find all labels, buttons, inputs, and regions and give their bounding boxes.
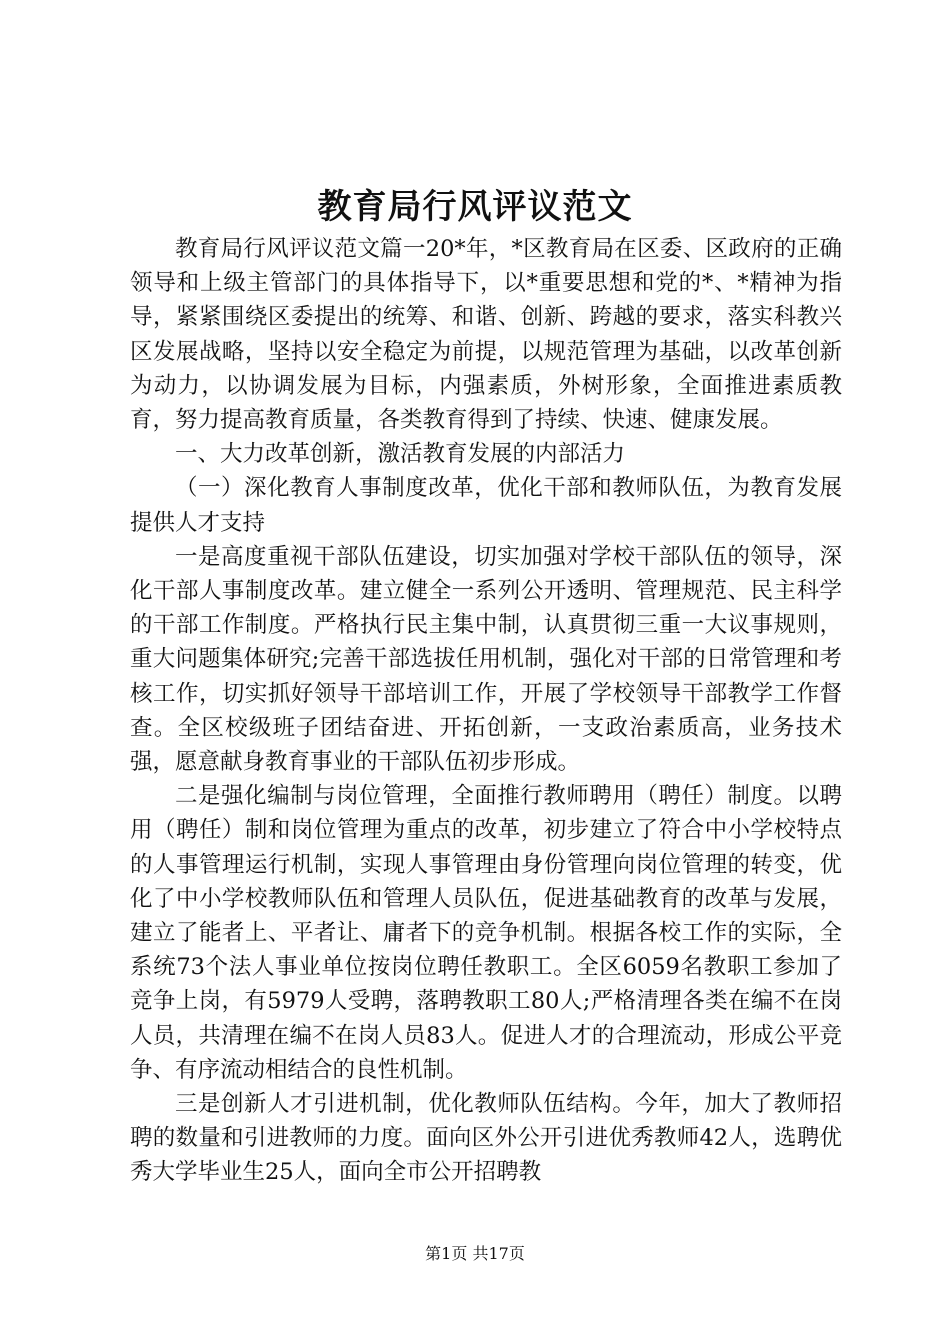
document-title: 教育局行风评议范文 — [317, 187, 633, 227]
paragraph-staffing: 二是强化编制与岗位管理，全面推行教师聘用（聘任）制度。以聘用（聘任）制和岗位管理为重点的改革，初步建立了符合中小学校特点的人事管理运行机制，实现人事管理由身份管理向岗位管理的转变，优化了中小学校教师队伍和管理人员队伍，促进基础教育的改革与发展，建立了能者上、平者让、庸者下的竞争机制。根据各校工作的实际，全系统73个法人事业单位按岗位聘任教职工。全区6059名教职工参加了竞争上岗，有5979人受聘，落聘教职工80人;严格清理各类在编不在岗人员，共清理在编不在岗人员83人。促进人才的合理流动，形成公平竞争、有序流动相结合的良性机制。 — [130, 783, 842, 1083]
page-number: 第1页 — [425, 1244, 468, 1263]
page-total: 共17页 — [472, 1244, 525, 1263]
page-footer — [0, 1244, 950, 1264]
paragraph-cadre-team: 一是高度重视干部队伍建设，切实加强对学校干部队伍的领导，深化干部人事制度改革。建立健全一系列公开透明、管理规范、民主科学的干部工作制度。严格执行民主集中制，认真贯彻三重一大议事规则，重大问题集体研究;完善干部选拔任用机制，强化对干部的日常管理和考核工作，切实抓好领导干部培训工作，开展了学校领导干部教学工作督查。全区校级班子团结奋进、开拓创新，一支政治素质高，业务技术强，愿意献身教育事业的干部队伍初步形成。 — [130, 543, 842, 776]
document-body — [130, 232, 842, 1190]
paragraph-intro: 教育局行风评议范文篇一20*年，*区教育局在区委、区政府的正确领导和上级主管部门的具体指导下，以*重要思想和党的*、*精神为指导，紧紧围绕区委提出的统筹、和谐、创新、跨越的要求，落实科教兴区发展战略，坚持以安全稳定为前提，以规范管理为基础，以改革创新为动力，以协调发展为目标，内强素质，外树形象，全面推进素质教育，努力提高教育质量，各类教育得到了持续、快速、健康发展。 — [130, 236, 842, 434]
subsection-heading-1: （一）深化教育人事制度改革，优化干部和教师队伍，为教育发展提供人才支持 — [130, 475, 842, 536]
section-heading-1: 一、大力改革创新，激活教育发展的内部活力 — [175, 441, 626, 468]
paragraph-talent-recruitment: 三是创新人才引进机制，优化教师队伍结构。今年，加大了教师招聘的数量和引进教师的力度。面向区外公开引进优秀教师42人，选聘优秀大学毕业生25人，面向全市公开招聘教 — [130, 1091, 842, 1186]
